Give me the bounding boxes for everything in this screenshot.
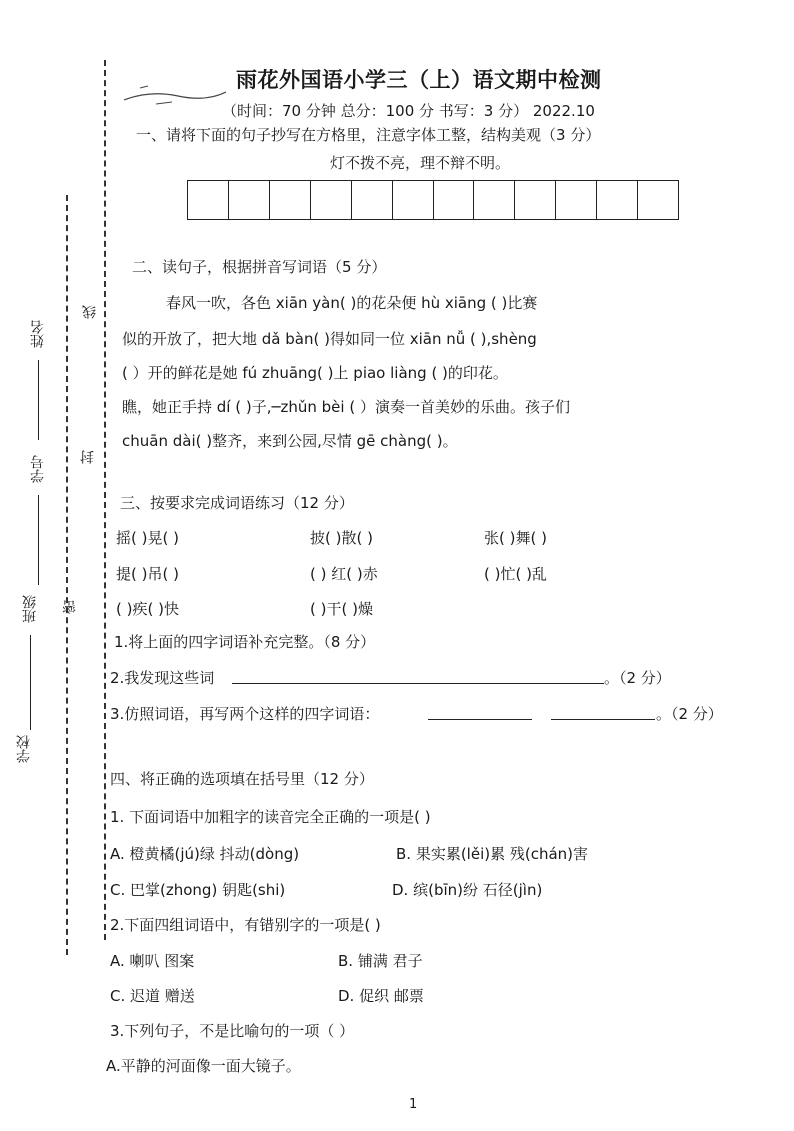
section4-q2-option-b: B. 铺满 君子 [338,952,423,970]
grid-cell[interactable] [352,181,393,219]
copy-sentence: 灯不拨不亮，理不辩不明。 [330,154,511,172]
idiom-row3-b: ( )干( )燥 [310,600,373,618]
school-label: 学校 [16,735,32,763]
idiom-row2-a: 提( )吊( ) [116,565,179,583]
pinyin-line-1: 春风一吹，各色 xiān yàn( )的花朵便 hù xiāng ( )比赛 [166,294,538,312]
binding-dashed-line-right [104,60,106,940]
idiom-row1-b: 披( )散( ) [310,529,373,547]
section1-heading: 一、请将下面的句子抄写在方格里，注意字体工整，结构美观（3 分） [136,126,601,144]
idiom-row2-b: ( ) 红( )赤 [310,565,378,583]
idiom-row2-c: ( )忙( )乱 [484,565,547,583]
page-number: 1 [409,1097,418,1112]
name-blank[interactable] [38,360,39,440]
grid-cell[interactable] [188,181,229,219]
idiom-row3-a: ( )疾( )快 [116,600,179,618]
grid-cell[interactable] [515,181,556,219]
section4-q3: 3.下列句子，不是比喻句的一项（ ） [110,1022,355,1040]
grid-cell[interactable] [393,181,434,219]
name-label: 姓名 [30,320,46,348]
pinyin-line-5: chuān dài( )整齐，来到公园,尽情 gē chàng( )。 [122,432,458,450]
exam-title: 雨花外国语小学三（上）语文期中检测 [236,68,602,92]
grid-cell[interactable] [434,181,475,219]
section4-q2-option-d: D. 促织 邮票 [338,987,424,1005]
grid-cell[interactable] [474,181,515,219]
number-label: 学号 [30,455,46,483]
binding-dashed-line-left [66,195,68,955]
section4-q2-option-a: A. 喇叭 图案 [110,952,195,970]
class-label: 班级 [22,595,38,623]
section3-q2-suffix: 。（2 分） [604,669,671,687]
section4-q3-option-a: A.平静的河面像一面大镜子。 [106,1057,301,1075]
class-blank[interactable] [30,635,31,730]
binding-label-feng: 封 [80,450,96,464]
scribble-mark [120,82,230,108]
pinyin-line-2: 似的开放了，把大地 dǎ bàn( )得如同一位 xiān nǚ ( ),shèng [122,330,537,348]
section4-q2: 2.下面四组词语中，有错别字的一项是( ) [110,916,381,934]
section4-q2-option-c: C. 迟道 赠送 [110,987,195,1005]
section4-q1-option-b: B. 果实累(lěi)累 残(chán)害 [396,845,589,863]
section3-q2-prefix: 2.我发现这些词 [110,669,215,687]
section3-q3-prefix: 3.仿照词语，再写两个这样的四字词语： [110,705,380,723]
section4-heading: 四、将正确的选项填在括号里（12 分） [110,770,374,788]
section3-q3-suffix: 。（2 分） [656,705,723,723]
pinyin-line-3: ( ）开的鲜花是她 fú zhuāng( )上 piao liàng ( )的印花。 [122,364,508,382]
binding-label-mi: 密 [62,600,78,614]
section3-q1: 1.将上面的四字词语补充完整。（8 分） [114,633,376,651]
section2-heading: 二、读句子，根据拼音写词语（5 分） [132,258,387,276]
section3-q3-answer-line-1[interactable] [428,719,532,720]
grid-cell[interactable] [270,181,311,219]
section4-q1: 1. 下面词语中加粗字的读音完全正确的一项是( ) [110,808,431,826]
idiom-row1-c: 张( )舞( ) [484,529,547,547]
binding-label-xian: 线 [82,305,98,319]
grid-cell[interactable] [597,181,638,219]
grid-cell[interactable] [311,181,352,219]
grid-cell[interactable] [556,181,597,219]
section3-q3-answer-line-2[interactable] [551,719,655,720]
idiom-row1-a: 摇( )晃( ) [116,529,179,547]
section3-q2-answer-line[interactable] [232,683,604,684]
section4-q1-option-d: D. 缤(bīn)纷 石径(jìn) [392,881,543,899]
number-blank[interactable] [38,495,39,585]
exam-meta: （时间：70 分钟 总分：100 分 书写：3 分） 2022.10 [222,102,595,120]
grid-cell[interactable] [229,181,270,219]
writing-grid[interactable] [187,180,679,220]
section4-q1-option-c: C. 巴掌(zhong) 钥匙(shi) [110,881,286,899]
section4-q1-option-a: A. 橙黄橘(jú)绿 抖动(dòng) [110,845,300,863]
grid-cell[interactable] [638,181,678,219]
pinyin-line-4: 瞧，她正手持 dí ( )子,─zhǔn bèi ( ）演奏一首美妙的乐曲。孩子们 [122,398,570,416]
section3-heading: 三、按要求完成词语练习（12 分） [120,494,354,512]
